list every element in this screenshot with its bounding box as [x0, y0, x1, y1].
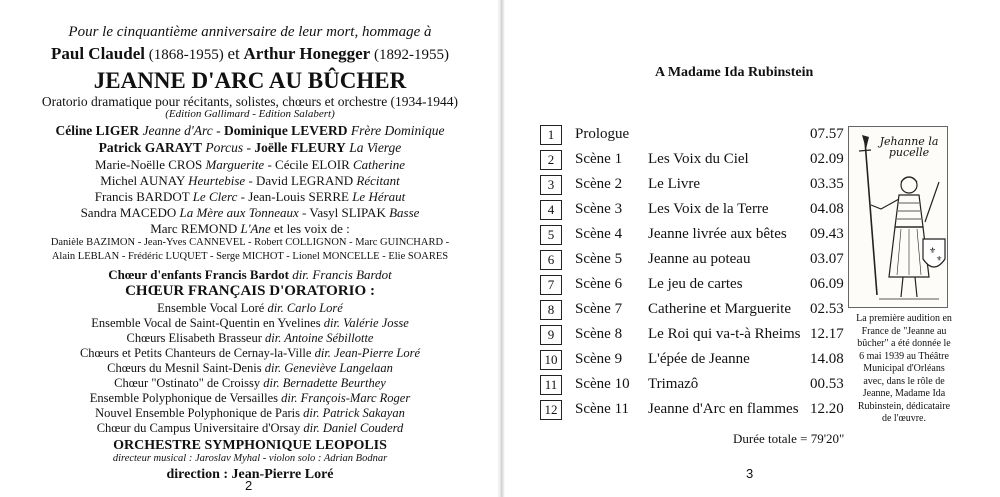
track-title: Trimazô — [648, 376, 699, 392]
cast-voices-intro: et les voix de : — [273, 221, 350, 236]
ensemble-line — [0, 422, 500, 435]
cast-role: Frère Dominique — [350, 123, 445, 138]
cast-name: Céline LIGER — [55, 123, 140, 138]
ensemble-director: dir. Valérie Josse — [323, 316, 409, 330]
ensemble-name: Nouvel Ensemble Polyphonique de Paris — [95, 406, 300, 420]
right-page — [500, 0, 1000, 497]
premiere-note-line: Jeanne, Madame Ida — [862, 388, 946, 399]
claudel-dates: (1868-1955) — [148, 47, 224, 63]
track-title: Jeanne livrée aux bêtes — [648, 226, 787, 242]
track-duration: 09.43 — [810, 226, 844, 242]
ensemble-line — [0, 317, 500, 330]
track-row — [540, 200, 844, 222]
track-duration: 07.57 — [810, 126, 844, 142]
tribute-line: Pour le cinquantième anniversaire de leur mort, hommage à — [68, 24, 432, 40]
cast-line-6 — [0, 206, 500, 219]
svg-text:⚜: ⚜ — [936, 255, 943, 263]
cast-role: Porcus — [205, 140, 244, 155]
claudel-name: Paul Claudel — [51, 44, 145, 63]
premiere-note-line: Municipal d'Orléans — [863, 363, 945, 374]
illustration-caption: Jehanne la pucelle — [879, 135, 939, 159]
track-label: Scène 8 — [575, 326, 623, 342]
track-label: Scène 10 — [575, 376, 630, 392]
cast-line-4 — [0, 174, 500, 187]
composers-line — [0, 45, 500, 63]
cast-role: Basse — [389, 205, 420, 220]
ensemble-line — [0, 407, 500, 420]
conductor-line: direction : Jean-Pierre Loré — [166, 467, 334, 482]
ensemble-line — [0, 392, 500, 405]
track-duration: 12.17 — [810, 326, 844, 342]
track-label: Scène 6 — [575, 276, 623, 292]
track-duration: 06.09 — [810, 276, 844, 292]
track-label: Scène 4 — [575, 226, 623, 242]
cast-role: Le Héraut — [352, 189, 406, 204]
orchestra-name: ORCHESTRE SYMPHONIQUE LEOPOLIS — [113, 438, 387, 453]
cast-name: Francis BARDOT — [94, 189, 190, 204]
cast-name: Patrick GARAYT — [98, 140, 203, 155]
ensemble-name: Chœurs Elisabeth Brasseur — [126, 331, 262, 345]
track-label: Scène 2 — [575, 176, 623, 192]
cast-role: Heurtebise — [188, 173, 246, 188]
cast-name: Sandra MACEDO — [80, 205, 177, 220]
cast-line-7 — [0, 222, 500, 235]
page-number: 3 — [746, 466, 754, 481]
cast-role: La Vierge — [349, 140, 402, 155]
track-row — [540, 275, 844, 297]
cast-name: - Vasyl SLIPAK — [302, 205, 386, 220]
track-title: L'épée de Jeanne — [648, 351, 750, 367]
cast-name: Joëlle FLEURY — [254, 140, 346, 155]
premiere-note-line: bûcher" a été donnée le — [857, 338, 951, 349]
honegger-dates: (1892-1955) — [373, 47, 449, 63]
joan-figure-icon — [849, 127, 948, 308]
track-label: Scène 1 — [575, 151, 623, 167]
premiere-note-line: La première audition en — [856, 313, 952, 324]
ensemble-line — [0, 332, 500, 345]
track-row — [540, 225, 844, 247]
children-choir-line — [0, 268, 500, 281]
cast-separator: - — [246, 140, 255, 155]
track-row — [540, 125, 844, 147]
track-number: 7 — [540, 275, 562, 295]
track-number: 8 — [540, 300, 562, 320]
choir-title: CHŒUR FRANÇAIS D'ORATORIO : — [125, 283, 375, 299]
track-duration: 04.08 — [810, 201, 844, 217]
ensemble-name: Chœur du Campus Universitaire d'Orsay — [96, 421, 301, 435]
premiere-note-line: Rubinstein, dédicataire — [857, 400, 951, 412]
work-subtitle: Oratorio dramatique pour récitants, solistes, chœurs et orchestre (1934-1944) — [41, 94, 459, 109]
track-row — [540, 250, 844, 272]
voices-line-2: Alain LEBLAN - Frédéric LUQUET - Serge MICHOT - Lionel MONCELLE - Elie SOARES — [51, 251, 449, 262]
track-title: Le Roi qui va-t-à Rheims — [648, 326, 801, 342]
premiere-note — [848, 313, 960, 426]
track-label: Scène 3 — [575, 201, 623, 217]
honegger-name: Arthur Honegger — [243, 44, 371, 63]
track-row — [540, 300, 844, 322]
ensemble-name: Ensemble Polyphonique de Versailles — [89, 391, 279, 405]
cast-line-5 — [0, 190, 500, 203]
edition-line: (Edition Gallimard - Edition Salabert) — [165, 108, 335, 120]
track-duration: 02.53 — [810, 301, 844, 317]
cast-role: L'Ane — [240, 221, 271, 236]
cast-role: Récitant — [356, 173, 400, 188]
track-number: 2 — [540, 150, 562, 170]
ensemble-director: dir. Carlo Loré — [267, 301, 343, 315]
cast-name: Marc REMOND — [150, 221, 238, 236]
ensemble-line — [0, 302, 500, 315]
composers-and: et — [227, 44, 240, 63]
track-duration: 02.09 — [810, 151, 844, 167]
track-title: Le jeu de cartes — [648, 276, 743, 292]
cast-line-3 — [0, 158, 500, 171]
track-label: Scène 9 — [575, 351, 623, 367]
track-row — [540, 350, 844, 372]
ensemble-director: dir. Bernadette Beurthey — [263, 376, 386, 390]
ensemble-name: Chœurs et Petits Chanteurs de Cernay-la-Ville — [79, 346, 312, 360]
track-number: 4 — [540, 200, 562, 220]
track-row — [540, 325, 844, 347]
ensemble-line — [0, 347, 500, 360]
total-duration: Durée totale = 79'20" — [733, 431, 845, 446]
cast-role: La Mère aux Tonneaux — [179, 205, 299, 220]
ensemble-director: dir. François-Marc Roger — [281, 391, 411, 405]
track-title: Les Voix de la Terre — [648, 201, 769, 217]
dedication: A Madame Ida Rubinstein — [655, 65, 814, 80]
track-label: Scène 5 — [575, 251, 623, 267]
track-number: 3 — [540, 175, 562, 195]
track-number: 9 — [540, 325, 562, 345]
cast-separator: - — [216, 123, 225, 138]
track-duration: 00.53 — [810, 376, 844, 392]
cast-role: Le Clerc — [192, 189, 238, 204]
track-row — [540, 150, 844, 172]
track-title: Le Livre — [648, 176, 701, 192]
track-title: Jeanne d'Arc en flammes — [648, 401, 799, 417]
cast-role: Jeanne d'Arc — [142, 123, 213, 138]
ensemble-name: Chœurs du Mesnil Saint-Denis — [107, 361, 262, 375]
cast-line-1 — [0, 124, 500, 138]
cast-name: - Jean-Louis SERRE — [240, 189, 349, 204]
track-title: Jeanne au poteau — [648, 251, 751, 267]
ensemble-director: dir. Patrick Sakayan — [303, 406, 405, 420]
cast-name: Marie-Noëlle CROS — [94, 157, 203, 172]
track-duration: 03.07 — [810, 251, 844, 267]
track-label: Scène 11 — [575, 401, 630, 417]
ensemble-name: Chœur "Ostinato" de Croissy — [114, 376, 261, 390]
track-number: 12 — [540, 400, 562, 420]
track-title: Les Voix du Ciel — [648, 151, 749, 167]
premiere-note-line: de l'œuvre. — [881, 413, 926, 424]
ensemble-name: Ensemble Vocal Loré — [157, 301, 265, 315]
cast-line-2 — [0, 141, 500, 155]
svg-text:⚜: ⚜ — [929, 246, 937, 255]
voices-line-1: Danièle BAZIMON - Jean-Yves CANNEVEL - Robert COLLIGNON - Marc GUINCHARD - — [50, 237, 450, 248]
ensemble-name: Ensemble Vocal de Saint-Quentin en Yvelines — [91, 316, 321, 330]
track-number: 1 — [540, 125, 562, 145]
cast-role: Catherine — [353, 157, 406, 172]
ensemble-director: dir. Daniel Couderd — [303, 421, 404, 435]
track-label: Prologue — [575, 126, 630, 142]
ensemble-line — [0, 362, 500, 375]
track-label: Scène 7 — [575, 301, 623, 317]
track-row — [540, 175, 844, 197]
children-choir-director: dir. Francis Bardot — [292, 267, 392, 282]
joan-illustration — [848, 126, 948, 308]
orchestra-credits: directeur musical : Jaroslav Myhal - violon solo : Adrian Bodnar — [112, 453, 388, 464]
children-choir-name: Chœur d'enfants Francis Bardot — [108, 267, 289, 282]
ensemble-line — [0, 377, 500, 390]
premiere-note-line: France de "Jeanne au — [861, 325, 947, 337]
track-duration: 14.08 — [810, 351, 844, 367]
premiere-note-line: 6 mai 1939 au Théâtre — [859, 350, 949, 362]
cast-name: Michel AUNAY — [100, 173, 185, 188]
premiere-note-line: avec, dans le rôle de — [863, 375, 945, 387]
track-number: 10 — [540, 350, 562, 370]
ensemble-director: dir. Geneviève Langelaan — [264, 361, 393, 375]
track-duration: 12.20 — [810, 401, 844, 417]
cast-name: - David LEGRAND — [248, 173, 354, 188]
ensemble-director: dir. Jean-Pierre Loré — [314, 346, 421, 360]
track-row — [540, 400, 844, 422]
track-number: 6 — [540, 250, 562, 270]
track-row — [540, 375, 844, 397]
track-title: Catherine et Marguerite — [648, 301, 791, 317]
cast-name: - Cécile ELOIR — [267, 157, 350, 172]
ensemble-director: dir. Antoine Sébillotte — [265, 331, 374, 345]
cast-name: Dominique LEVERD — [224, 123, 348, 138]
track-number: 5 — [540, 225, 562, 245]
work-title: JEANNE D'ARC AU BÛCHER — [93, 68, 407, 93]
cast-role: Marguerite — [205, 157, 265, 172]
track-number: 11 — [540, 375, 562, 395]
track-duration: 03.35 — [810, 176, 844, 192]
page-number: 2 — [245, 478, 253, 493]
